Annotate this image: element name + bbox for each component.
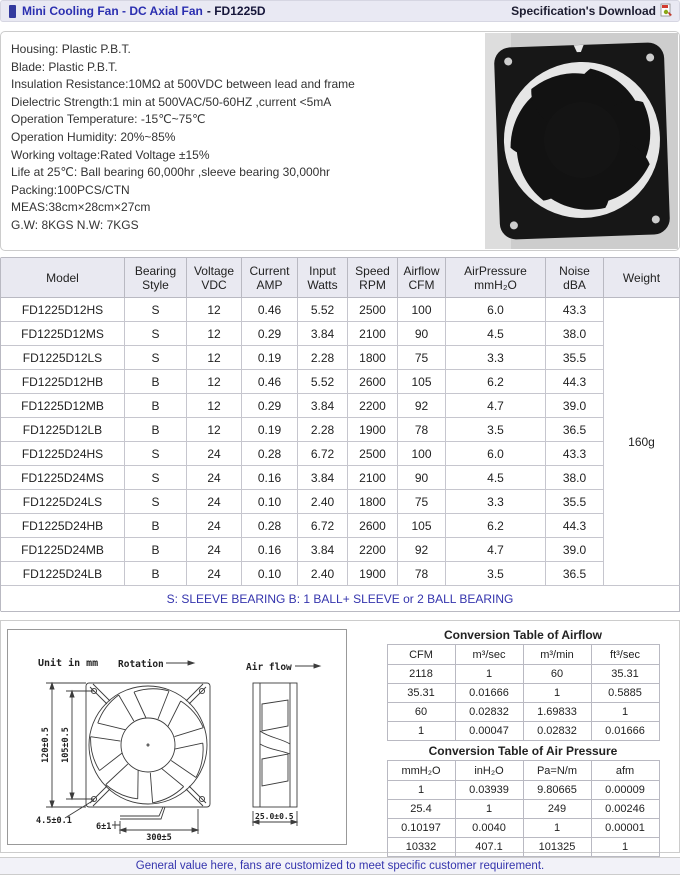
- dim-hole-diameter: 4.5±0.1: [36, 816, 72, 826]
- airflow-h-ft3sec: ft³/sec: [591, 645, 659, 665]
- cell-cfm: 75: [398, 346, 446, 370]
- bottom-section: [0, 620, 680, 853]
- cell-current: 0.28: [242, 442, 298, 466]
- cell-voltage: 12: [187, 370, 242, 394]
- pressure-h-afm: afm: [591, 761, 659, 781]
- cell-pressure: 6.2: [446, 370, 546, 394]
- cell-pressure: 4.7: [446, 538, 546, 562]
- pressure-cell: 249: [523, 800, 591, 819]
- cell-pressure: 3.5: [446, 418, 546, 442]
- airflow-cell: 35.31: [591, 665, 659, 684]
- cell-watts: 3.84: [298, 466, 348, 490]
- airflow-cell: 60: [387, 703, 455, 722]
- cell-pressure: 6.2: [446, 514, 546, 538]
- cell-noise: 43.3: [546, 442, 604, 466]
- cell-watts: 2.28: [298, 418, 348, 442]
- dim-wire-length: 300±5: [146, 833, 172, 843]
- cell-model: FD1225D24HS: [1, 442, 125, 466]
- pressure-cell: 1: [387, 781, 455, 800]
- airflow-h-m3sec: m³/sec: [455, 645, 523, 665]
- dim-frame-size: 120±0.5: [41, 727, 51, 763]
- col-header-bearing: Bearing Style: [125, 258, 187, 298]
- airflow-cell: 0.01666: [455, 684, 523, 703]
- cell-noise: 39.0: [546, 538, 604, 562]
- cell-rpm: 1900: [348, 418, 398, 442]
- pressure-cell: 10332: [387, 838, 455, 857]
- col-header-voltage: Voltage VDC: [187, 258, 242, 298]
- spec-line-life: Life at 25℃: Ball bearing 60,000hr ,sleeve bearing 30,000hr: [11, 165, 331, 180]
- airflow-cell: 0.02832: [455, 703, 523, 722]
- pressure-cell: 407.1: [455, 838, 523, 857]
- technical-drawing: [7, 629, 347, 845]
- airflow-cell: 2118: [387, 665, 455, 684]
- pressure-cell: 25.4: [387, 800, 455, 819]
- pressure-cell: 9.80665: [523, 781, 591, 800]
- col-header-watts: Input Watts: [298, 258, 348, 298]
- download-label: Specification's Download: [511, 4, 656, 18]
- cell-model: FD1225D24LB: [1, 562, 125, 586]
- pressure-table-title: Conversion Table of Air Pressure: [428, 744, 618, 758]
- cell-model: FD1225D12MB: [1, 394, 125, 418]
- cell-watts: 2.40: [298, 490, 348, 514]
- fan-photo-image: [485, 33, 678, 249]
- cell-watts: 6.72: [298, 514, 348, 538]
- cell-cfm: 90: [398, 466, 446, 490]
- pressure-h-pa: Pa=N/m: [523, 761, 591, 781]
- airflow-cell: 1: [523, 684, 591, 703]
- spec-line-dielectric: Dielectric Strength:1 min at 500VAC/50-60HZ ,current <5mA: [11, 94, 332, 109]
- cell-cfm: 78: [398, 562, 446, 586]
- cell-noise: 39.0: [546, 394, 604, 418]
- pressure-row: [387, 838, 659, 857]
- cell-rpm: 2200: [348, 538, 398, 562]
- dim-depth: 25.0±0.5: [255, 812, 294, 821]
- col-header-current: Current AMP: [242, 258, 298, 298]
- cell-pressure: 4.5: [446, 322, 546, 346]
- cell-bearing: S: [125, 466, 187, 490]
- cell-rpm: 2600: [348, 514, 398, 538]
- page-title: Mini Cooling Fan - DC Axial Fan: [22, 4, 203, 18]
- cell-rpm: 2500: [348, 298, 398, 322]
- cell-rpm: 2600: [348, 370, 398, 394]
- airflow-row: [387, 665, 659, 684]
- cell-bearing: B: [125, 370, 187, 394]
- cell-model: FD1225D24HB: [1, 514, 125, 538]
- airflow-cell: 1.69833: [523, 703, 591, 722]
- cell-rpm: 1800: [348, 490, 398, 514]
- product-photo: [485, 33, 678, 249]
- airflow-cell: 0.02832: [523, 722, 591, 741]
- cell-bearing: S: [125, 346, 187, 370]
- col-header-pressure: AirPressure mmH₂O: [446, 258, 546, 298]
- airflow-row: [387, 722, 659, 741]
- cell-bearing: B: [125, 562, 187, 586]
- spec-line-weight: G.W: 8KGS N.W: 7KGS: [11, 217, 139, 232]
- cell-current: 0.46: [242, 298, 298, 322]
- cell-watts: 3.84: [298, 394, 348, 418]
- dim-wire-width: 6±1: [96, 822, 112, 832]
- pressure-cell: 0.00009: [591, 781, 659, 800]
- cell-bearing: S: [125, 322, 187, 346]
- cell-noise: 36.5: [546, 562, 604, 586]
- pressure-conversion-table: [387, 760, 660, 857]
- cell-model: FD1225D12HB: [1, 370, 125, 394]
- col-header-airflow: Airflow CFM: [398, 258, 446, 298]
- airflow-row: [387, 703, 659, 722]
- spec-line-insulation: Insulation Resistance:10MΩ at 500VDC between lead and frame: [11, 77, 355, 92]
- cell-bearing: B: [125, 394, 187, 418]
- airflow-conversion-table: [387, 644, 660, 741]
- cell-bearing: B: [125, 514, 187, 538]
- cell-model: FD1225D12HS: [1, 298, 125, 322]
- cell-watts: 2.40: [298, 562, 348, 586]
- col-header-weight: Weight: [604, 258, 680, 298]
- cell-rpm: 1900: [348, 562, 398, 586]
- pressure-cell: 0.03939: [455, 781, 523, 800]
- conversion-tables: [373, 625, 673, 857]
- spec-line-meas: MEAS:38cm×28cm×27cm: [11, 200, 151, 215]
- pressure-cell: 1: [523, 819, 591, 838]
- cell-rpm: 2100: [348, 322, 398, 346]
- cell-voltage: 12: [187, 346, 242, 370]
- pressure-cell: 1: [455, 800, 523, 819]
- cell-current: 0.10: [242, 490, 298, 514]
- cell-pressure: 6.0: [446, 298, 546, 322]
- cell-current: 0.29: [242, 394, 298, 418]
- pressure-cell: 0.0040: [455, 819, 523, 838]
- airflow-cell: 60: [523, 665, 591, 684]
- drawing-unit-label: Unit in mm: [38, 658, 99, 669]
- airflow-h-cfm: CFM: [387, 645, 455, 665]
- cell-voltage: 12: [187, 298, 242, 322]
- pressure-row: [387, 819, 659, 838]
- spec-line-blade: Blade: Plastic P.B.T.: [11, 59, 118, 74]
- cell-model: FD1225D24LS: [1, 490, 125, 514]
- download-file-icon: [659, 3, 673, 20]
- dim-hole-pitch: 105±0.5: [61, 727, 71, 763]
- cell-cfm: 92: [398, 538, 446, 562]
- cell-cfm: 105: [398, 514, 446, 538]
- cell-cfm: 75: [398, 490, 446, 514]
- col-header-noise: Noise dBA: [546, 258, 604, 298]
- cell-noise: 44.3: [546, 514, 604, 538]
- cell-cfm: 92: [398, 394, 446, 418]
- cell-pressure: 3.3: [446, 346, 546, 370]
- cell-cfm: 100: [398, 442, 446, 466]
- bearing-note: S: SLEEVE BEARING B: 1 BALL+ SLEEVE or 2 BALL BEARING: [1, 586, 680, 612]
- cell-current: 0.46: [242, 370, 298, 394]
- airflow-cell: 0.00047: [455, 722, 523, 741]
- airflow-cell: 0.5885: [591, 684, 659, 703]
- cell-cfm: 105: [398, 370, 446, 394]
- cell-watts: 5.52: [298, 370, 348, 394]
- cell-pressure: 6.0: [446, 442, 546, 466]
- airflow-row: [387, 684, 659, 703]
- pressure-cell: 1: [591, 838, 659, 857]
- cell-pressure: 4.7: [446, 394, 546, 418]
- cell-voltage: 24: [187, 490, 242, 514]
- cell-rpm: 2200: [348, 394, 398, 418]
- cell-current: 0.29: [242, 322, 298, 346]
- cell-model: FD1225D12LS: [1, 346, 125, 370]
- cell-model: FD1225D12MS: [1, 322, 125, 346]
- cell-current: 0.16: [242, 538, 298, 562]
- cell-pressure: 3.5: [446, 562, 546, 586]
- cell-voltage: 24: [187, 466, 242, 490]
- drawing-airflow-label: Air flow: [246, 662, 292, 673]
- pressure-h-inh2o: inH₂O: [455, 761, 523, 781]
- airflow-cell: 35.31: [387, 684, 455, 703]
- cell-voltage: 24: [187, 538, 242, 562]
- cell-noise: 44.3: [546, 370, 604, 394]
- cell-voltage: 12: [187, 394, 242, 418]
- cell-rpm: 2100: [348, 466, 398, 490]
- spec-line-temperature: Operation Temperature: -15℃~75℃: [11, 112, 206, 127]
- product-spec-panel: [0, 31, 680, 251]
- page-title-model: - FD1225D: [206, 4, 266, 18]
- cell-rpm: 1800: [348, 346, 398, 370]
- cell-model: FD1225D24MS: [1, 466, 125, 490]
- cell-current: 0.10: [242, 562, 298, 586]
- pressure-row: [387, 800, 659, 819]
- cell-noise: 35.5: [546, 490, 604, 514]
- cell-cfm: 78: [398, 418, 446, 442]
- cell-current: 0.16: [242, 466, 298, 490]
- cell-voltage: 12: [187, 418, 242, 442]
- pressure-cell: 0.10197: [387, 819, 455, 838]
- specification-table: [0, 257, 680, 612]
- title-bar: [0, 0, 680, 22]
- cell-cfm: 90: [398, 322, 446, 346]
- airflow-cell: 1: [387, 722, 455, 741]
- cell-rpm: 2500: [348, 442, 398, 466]
- specification-download-link[interactable]: [511, 3, 673, 20]
- cell-watts: 3.84: [298, 322, 348, 346]
- cell-cfm: 100: [398, 298, 446, 322]
- cell-current: 0.19: [242, 418, 298, 442]
- airflow-h-m3min: m³/min: [523, 645, 591, 665]
- cell-voltage: 24: [187, 442, 242, 466]
- cell-noise: 35.5: [546, 346, 604, 370]
- cell-model: FD1225D12LB: [1, 418, 125, 442]
- fan-dimension-drawing: [8, 630, 346, 844]
- spec-line-voltage: Working voltage:Rated Voltage ±15%: [11, 147, 210, 162]
- cell-voltage: 12: [187, 322, 242, 346]
- cell-noise: 38.0: [546, 322, 604, 346]
- col-header-model: Model: [1, 258, 125, 298]
- spec-line-humidity: Operation Humidity: 20%~85%: [11, 129, 176, 144]
- airflow-cell: 1: [455, 665, 523, 684]
- cell-voltage: 24: [187, 514, 242, 538]
- cell-watts: 5.52: [298, 298, 348, 322]
- spec-line-packing: Packing:100PCS/CTN: [11, 182, 130, 197]
- pressure-h-mmh2o: mmH₂O: [387, 761, 455, 781]
- airflow-cell: 0.01666: [591, 722, 659, 741]
- airflow-cell: 1: [591, 703, 659, 722]
- cell-pressure: 4.5: [446, 466, 546, 490]
- spec-line-housing: Housing: Plastic P.B.T.: [11, 42, 131, 56]
- pressure-cell: 0.00001: [591, 819, 659, 838]
- cell-noise: 36.5: [546, 418, 604, 442]
- drawing-rotation-label: Rotation: [118, 659, 164, 670]
- col-header-speed: Speed RPM: [348, 258, 398, 298]
- cell-bearing: B: [125, 418, 187, 442]
- title-bullet-icon: [9, 5, 16, 18]
- cell-noise: 43.3: [546, 298, 604, 322]
- cell-watts: 2.28: [298, 346, 348, 370]
- airflow-table-title: Conversion Table of Airflow: [443, 628, 602, 642]
- cell-bearing: S: [125, 490, 187, 514]
- cell-noise: 38.0: [546, 466, 604, 490]
- cell-current: 0.19: [242, 346, 298, 370]
- cell-bearing: B: [125, 538, 187, 562]
- pressure-cell: 0.00246: [591, 800, 659, 819]
- weight-merged-cell: 160g: [604, 298, 680, 586]
- pressure-row: [387, 781, 659, 800]
- cell-watts: 3.84: [298, 538, 348, 562]
- cell-bearing: S: [125, 298, 187, 322]
- cell-bearing: S: [125, 442, 187, 466]
- cell-watts: 6.72: [298, 442, 348, 466]
- cell-current: 0.28: [242, 514, 298, 538]
- footer-note-bar: [0, 857, 680, 875]
- pressure-cell: 101325: [523, 838, 591, 857]
- cell-model: FD1225D24MB: [1, 538, 125, 562]
- cell-voltage: 24: [187, 562, 242, 586]
- cell-pressure: 3.3: [446, 490, 546, 514]
- footer-note: General value here, fans are customized to meet specific customer requirement.: [135, 860, 545, 872]
